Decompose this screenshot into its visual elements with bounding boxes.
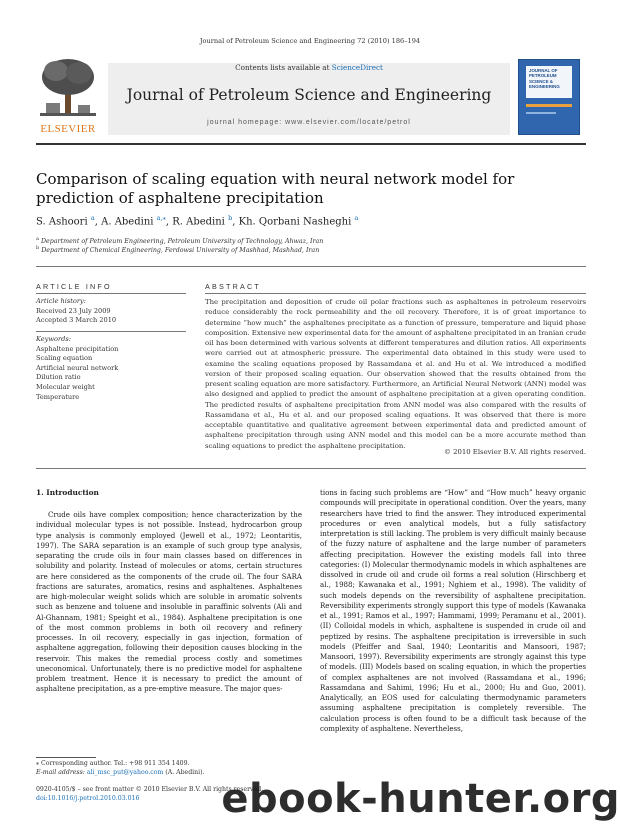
article-info-heading: ARTICLE INFO xyxy=(36,282,112,291)
article-title: Comparison of scaling equation with neural network model for prediction of asphaltene precipitation xyxy=(36,170,515,207)
doi-link[interactable]: doi:10.1016/j.petrol.2010.03.016 xyxy=(36,795,140,802)
author: A. Abedini xyxy=(101,216,154,228)
section-title: 1. Introduction xyxy=(36,488,99,497)
received-date: Received 23 July 2009 xyxy=(36,306,111,315)
corresponding-author-note: ⁎ Corresponding author. Tel.: +98 911 354 1409. xyxy=(36,760,190,767)
copyright: © 2010 Elsevier B.V. All rights reserved. xyxy=(444,448,586,456)
author: R. Abedini xyxy=(172,216,225,228)
watermark: ebook-hunter.org xyxy=(221,776,620,822)
keyword: Temperature xyxy=(36,392,80,401)
running-head: Journal of Petroleum Science and Engineering 72 (2010) 186–194 xyxy=(199,37,421,45)
keywords: Keywords: Asphaltene precipitation Scaling equation Artificial neural network Dilution ratio Molecular weight Temperature xyxy=(36,335,176,402)
header-divider xyxy=(36,266,586,267)
journal-masthead xyxy=(36,55,586,139)
info-rule xyxy=(36,331,186,332)
abstract-heading: ABSTRACT xyxy=(205,282,261,291)
keyword: Dilution ratio xyxy=(36,373,81,382)
affiliation: $^b$ Department of Chemical Engineering, Ferdowsi University of Mashhad, Mashhad, Iran xyxy=(36,245,320,255)
keyword: Molecular weight xyxy=(36,382,95,391)
keyword: Artificial neural network xyxy=(36,363,119,372)
article-info-rule xyxy=(36,293,186,294)
keyword: Scaling equation xyxy=(36,354,93,363)
keyword: Asphaltene precipitation xyxy=(36,344,119,353)
author: Kh. Qorbani Nasheghi xyxy=(238,216,352,228)
email-note: E-mail address: ali_msc_put@yahoo.com (A. Abedini). xyxy=(36,769,205,776)
journal-cover-thumbnail xyxy=(518,59,580,135)
issn-line: 0920-4105/$ – see front matter © 2010 Elsevier B.V. All rights reserved. xyxy=(36,786,264,793)
accepted-date: Accepted 3 March 2010 xyxy=(36,316,117,325)
abstract-text: The precipitation and deposition of crude oil polar fractions such as asphaltenes in petroleum reservoirs reduce considerably the rock permeability and the oil recovery. Therefore, it is of great importance to determine “how much” the asphaltenes precipitate as a function of pressure, temperature and liquid phase composition. Extensive new experimental data for the amount of asphaltene precipitated in an Iranian crude oil has been determined with various solvents at different temperatures and dilution ratios. All experiments were carried out at atmospheric pressure. The experimental data obtained in this study were used to examine the scaling equations proposed by Rassamdana et al. and Hu et al. We introduced a modified version of their proposed scaling equation. Our observation showed that the results obtained from the present scaling equation are more satisfactory. Furthermore, an Artificial Neural Network (ANN) model was also designed and applied to predict the amount of asphaltene precipitation at a given operating condition. The predicted results of asphaltene precipitation from ANN model was also compared with the results of Rassamdana et al., Hu et al. and our proposed scaling equations. It was observed that there is more acceptable quantitative and qualitative agreement between experimental data and predicted amount of asphaltene precipitation through using ANN model and this model can be a more accurate method than scaling equations to predict the asphaltene precipitation. xyxy=(205,298,586,450)
journal-homepage[interactable]: journal homepage: www.elsevier.com/locate/petrol xyxy=(207,119,411,126)
footnote-rule xyxy=(36,757,96,758)
masthead-divider xyxy=(36,143,586,145)
sciencedirect-link[interactable]: ScienceDirect xyxy=(331,63,383,72)
affiliation: $^a$ Department of Petroleum Engineering, Petroleum University of Technology, Ahwaz, Iran xyxy=(36,236,324,246)
author-list: S. Ashoori $^a$, A. Abedini $^{a,⁎}$, R. Abedini $^b$, Kh. Qorbani Nasheghi $^a$ xyxy=(36,214,359,228)
elsevier-logo xyxy=(36,55,100,137)
elsevier-wordmark: ELSEVIER xyxy=(40,123,96,135)
cover-title: JOURNAL OF PETROLEUM SCIENCE & ENGINEERING xyxy=(529,68,560,89)
journal-name: Journal of Petroleum Science and Engineering xyxy=(126,86,492,104)
body-column-right: tions in facing such problems are “How” and “How much” heavy organic compounds will precipitate in operational condition. Over the years, many researchers have tried to find the answer. They introduced experimental procedures or even analytical models, but a fully satisfactory interpretation is still lacking. The problem is very difficult mainly because of the fuzzy nature of asphaltene and the large number of parameters affecting precipitation. However the existing models fall into three categories: (I) Molecular thermodynamic models in which asphaltenes are dissolved in crude oil and crude oil forms a real solution (Hirschberg et al., 1988; Kawanaka et al., 1991; Nghiem et al., 1998). The validity of such models depends on the reversibility of asphaltene precipitation. Reversibility experiments strongly support this type of models (Kawanaka et al., 1991; Ramos et al., 1997; Hammami, 1999; Peramanu et al., 2001). (II) Colloidal models in which, asphaltene is suspended in crude oil and peptized by resins. The asphaltene precipitation is irreversible in such models (Pfeiffer and Saal, 1940; Leontaritis and Mansoori, 1987; Mansoori, 1997). Reversibility experiments are strongly against this type of models. (III) Models based on scaling equation, in which the properties of complex asphaltenes are not involved (Rassamdana et al., 1996; Rassamdana and Sahimi, 1996; Hu et al., 2000; Hu and Guo, 2001). Analytically, an EOS used for calculating thermodynamic parameters assuming asphaltene precipitation is completely reversible. The calculation process is often found to be a difficult task because of the complexity of asphaltene. Nevertheless, xyxy=(320,488,586,733)
author: S. Ashoori xyxy=(36,216,88,228)
contents-line: Contents lists available at ScienceDirect xyxy=(235,63,383,72)
article-history: Article history: Received 23 July 2009 Accepted 3 March 2010 xyxy=(36,297,176,326)
abstract-rule xyxy=(205,293,586,294)
tree-icon xyxy=(36,55,100,121)
body-column-left: Crude oils have complex composition; hence characterization by the individual molecular types is not possible. Instead, hydrocarbon group type analysis is commonly employed (Jewell et al., 1972; Leontaritis, 1997). The SARA separation is an example of such group type analysis, separating the crude oils in four main classes based on differences in solubility and polarity. Instead of molecules or atoms, certain structures are here considered as the components of the crude oil. The four SARA fractions are saturates, aromatics, resins and asphaltenes. Asphaltenes are high-molecular weight solids which are soluble in aromatic solvents such as benzene and toluene and insoluble in paraffinic solvents (Ali and Al-Ghannam, 1981; Speight et al., 1984). Asphaltene precipitation is one of the most common problems in both oil recovery and refinery processes. In oil recovery, especially in gas injection, formation of asphaltene aggregation, following their deposition causes blocking in the reservoir. This makes the remedial process costly and sometimes uneconomical. Unfortunately, there is no predictive model for asphaltene problem treatment. Hence it is necessary to predict the amount of asphaltene precipitation, as a pre-emptive measure. The major ques- xyxy=(36,510,302,694)
abstract-bottom-rule xyxy=(36,468,586,469)
email-link[interactable]: ali_msc_put@yahoo.com xyxy=(86,769,164,776)
